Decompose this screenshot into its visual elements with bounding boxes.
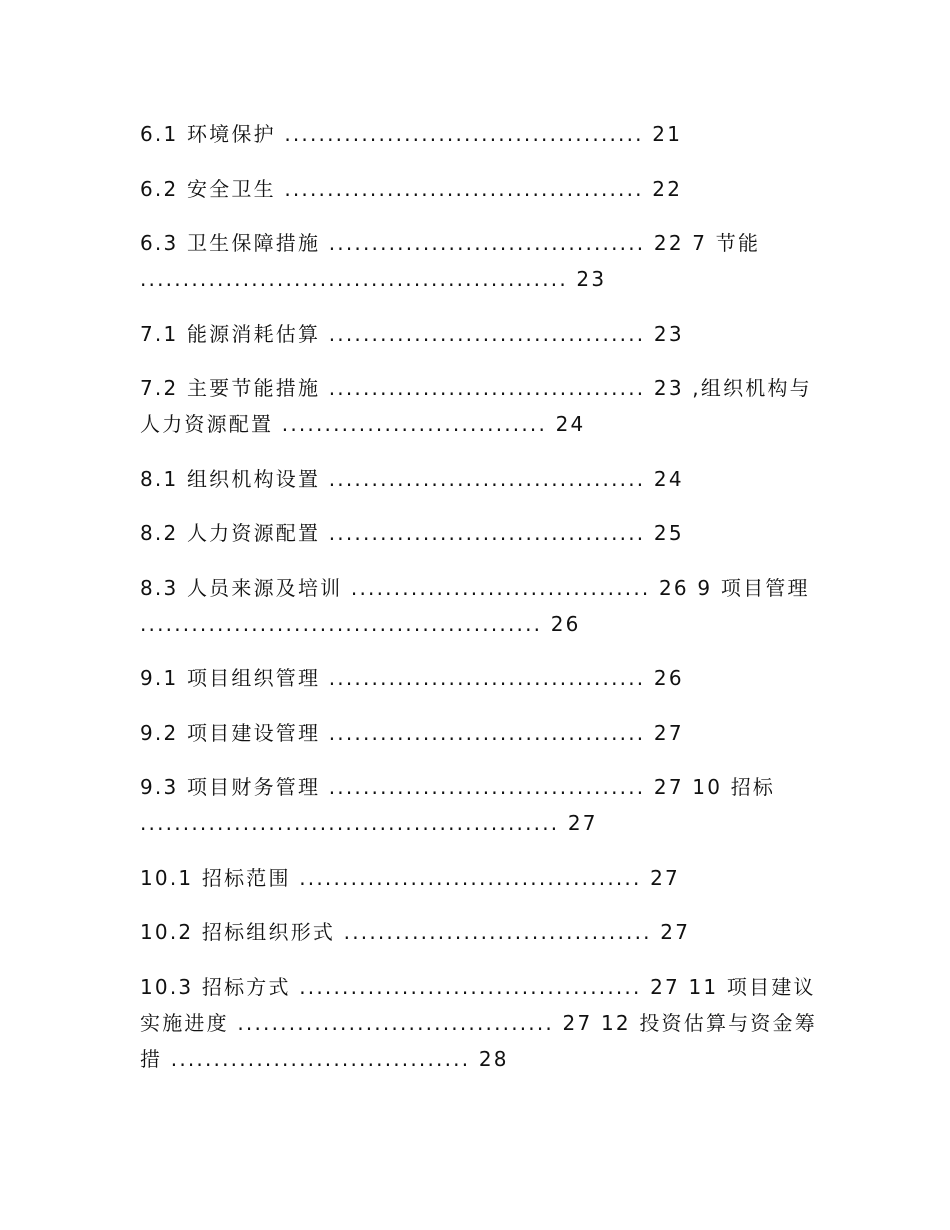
- toc-entry-text: 6.2 安全卫生 .......................................... 22: [140, 176, 683, 201]
- toc-entry-text: 8.1 组织机构设置 ..................................... 24: [140, 466, 684, 491]
- toc-entry-9-1[interactable]: [140, 660, 820, 696]
- toc-entry-text: 6.1 环境保护 .......................................... 21: [140, 122, 683, 146]
- toc-entry-6-3[interactable]: [140, 225, 820, 297]
- toc-entry-text: 10.1 招标范围 ........................................ 27: [140, 865, 680, 890]
- toc-entry-text: 10.2 招标组织形式 .................................... 27: [140, 920, 691, 944]
- toc-entry-9-2[interactable]: [140, 715, 820, 751]
- toc-entry-text: 9.3 项目财务管理 ..................................... 27 10 招标 ................................................. 27: [140, 775, 784, 835]
- toc-entry-8-2[interactable]: [140, 515, 820, 551]
- toc-entry-10-1[interactable]: [140, 860, 820, 896]
- toc-entry-text: 10.3 招标方式 ........................................ 27 11 项目建议实施进度 ..................................... 27 12 投资估算与资金筹措 ................................... 28: [140, 974, 817, 1071]
- toc-entry-7-2[interactable]: [140, 370, 820, 442]
- toc-entry-9-3[interactable]: [140, 769, 820, 841]
- toc-entry-text: 6.3 卫生保障措施 ..................................... 22 7 节能 .................................................. 23: [140, 231, 769, 291]
- toc-entry-10-3[interactable]: [140, 969, 820, 1077]
- toc-entry-10-2[interactable]: [140, 914, 820, 950]
- toc-entry-text: 7.2 主要节能措施 ..................................... 23 ,组织机构与人力资源配置 ............................... 24: [140, 376, 812, 436]
- table-of-contents: [140, 116, 820, 1095]
- toc-entry-6-2[interactable]: [140, 171, 820, 207]
- toc-entry-8-1[interactable]: [140, 461, 820, 497]
- toc-entry-7-1[interactable]: [140, 316, 820, 352]
- toc-entry-text: 8.2 人力资源配置 ..................................... 25: [140, 521, 684, 545]
- toc-entry-6-1[interactable]: [140, 116, 820, 152]
- toc-entry-8-3[interactable]: [140, 570, 820, 642]
- toc-entry-text: 9.2 项目建设管理 ..................................... 27: [140, 720, 684, 745]
- toc-entry-text: 7.1 能源消耗估算 ..................................... 23: [140, 321, 684, 346]
- toc-entry-text: 8.3 人员来源及培训 ................................... 26 9 项目管理 ............................................... 26: [140, 575, 819, 636]
- toc-entry-text: 9.1 项目组织管理 ..................................... 26: [140, 666, 684, 690]
